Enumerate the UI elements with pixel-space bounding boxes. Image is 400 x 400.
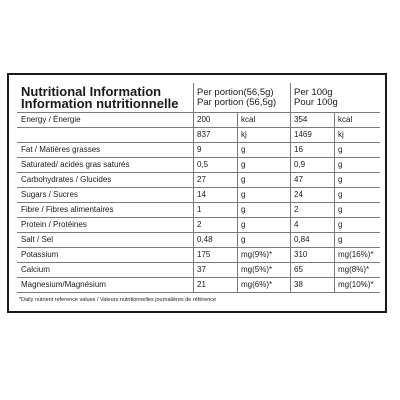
per-100g-unit: g xyxy=(335,203,380,218)
per-100g-value: 16 xyxy=(291,143,335,158)
nutrient-name: Protein / Protéines xyxy=(18,218,194,233)
nutrient-name: Saturated/ acides gras saturés xyxy=(18,158,194,173)
nutrient-row xyxy=(18,263,380,278)
nutrition-panel xyxy=(7,73,387,313)
per-100g-value: 2 xyxy=(291,203,335,218)
nutrient-name: Energy / Énergie xyxy=(18,113,194,128)
nutrient-row xyxy=(18,248,380,263)
portion-unit: g xyxy=(238,143,291,158)
footnote: *Daily nutrient reference values / Valeurs nutritionnelles journalières de référence xyxy=(19,297,217,303)
nutrient-row xyxy=(18,218,380,233)
nutrient-row xyxy=(18,173,380,188)
per-100g-value: 0,9 xyxy=(291,158,335,173)
per-100g-unit: g xyxy=(335,233,380,248)
portion-unit: g xyxy=(238,218,291,233)
portion-value: 0,48 xyxy=(194,233,238,248)
per-100g-value: 47 xyxy=(291,173,335,188)
portion-value: 0,5 xyxy=(194,158,238,173)
per-100g-unit: g xyxy=(335,158,380,173)
per-100g-value: 4 xyxy=(291,218,335,233)
per-100g-unit: kj xyxy=(335,128,380,143)
per-100g-header: Per 100g Pour 100g xyxy=(291,84,380,113)
portion-unit: g xyxy=(238,173,291,188)
per-100g-unit: mg(8%)* xyxy=(335,263,380,278)
per-100g-value: 354 xyxy=(291,113,335,128)
portion-value: 27 xyxy=(194,173,238,188)
nutrient-name: Fat / Matières grasses xyxy=(18,143,194,158)
table-title xyxy=(18,84,194,113)
portion-unit: mg(9%)* xyxy=(238,248,291,263)
nutrient-name: Carbohydrates / Glucides xyxy=(18,173,194,188)
portion-value: 200 xyxy=(194,113,238,128)
portion-value: 837 xyxy=(194,128,238,143)
nutrient-row xyxy=(18,113,380,128)
nutrient-row xyxy=(18,128,380,143)
portion-unit: kcal xyxy=(238,113,291,128)
portion-unit: g xyxy=(238,158,291,173)
nutrient-row xyxy=(18,233,380,248)
per-100g-value: 310 xyxy=(291,248,335,263)
title-french: Information nutritionnelle xyxy=(21,96,179,111)
per-100g-unit: g xyxy=(335,173,380,188)
portion-unit: mg(6%)* xyxy=(238,278,291,293)
nutrient-name: Calcium xyxy=(18,263,194,278)
per-100g-value: 1469 xyxy=(291,128,335,143)
portion-unit: g xyxy=(238,203,291,218)
portion-value: 1 xyxy=(194,203,238,218)
nutrient-name: Salt / Sel xyxy=(18,233,194,248)
table-header-row xyxy=(18,84,380,113)
nutrient-row xyxy=(18,278,380,293)
nutrient-row xyxy=(18,158,380,173)
portion-value: 9 xyxy=(194,143,238,158)
portion-value: 21 xyxy=(194,278,238,293)
per-100g-unit: mg(16%)* xyxy=(335,248,380,263)
title-english: Nutritional Information xyxy=(21,84,162,99)
portion-value: 37 xyxy=(194,263,238,278)
nutrient-name: Sugars / Sucres xyxy=(18,188,194,203)
portion-unit: kj xyxy=(238,128,291,143)
nutrition-table xyxy=(17,83,380,293)
portion-value: 175 xyxy=(194,248,238,263)
nutrient-name xyxy=(18,128,194,143)
nutrient-row xyxy=(18,143,380,158)
per-100g-unit: kcal xyxy=(335,113,380,128)
per-100g-value: 0,84 xyxy=(291,233,335,248)
per-100g-value: 65 xyxy=(291,263,335,278)
nutrient-name: Fibre / Fibres alimentaires xyxy=(18,203,194,218)
nutrient-name: Potassium xyxy=(18,248,194,263)
portion-unit: g xyxy=(238,233,291,248)
per-100g-unit: g xyxy=(335,143,380,158)
portion-unit: g xyxy=(238,188,291,203)
per-100g-value: 38 xyxy=(291,278,335,293)
per-100g-unit: g xyxy=(335,218,380,233)
per-100g-value: 24 xyxy=(291,188,335,203)
portion-value: 2 xyxy=(194,218,238,233)
nutrient-name: Magnesium/Magnésium xyxy=(18,278,194,293)
nutrient-row xyxy=(18,203,380,218)
per-100g-unit: g xyxy=(335,188,380,203)
per-100g-unit: mg(10%)* xyxy=(335,278,380,293)
portion-value: 14 xyxy=(194,188,238,203)
portion-unit: mg(5%)* xyxy=(238,263,291,278)
nutrient-row xyxy=(18,188,380,203)
per-portion-header: Per portion(56,5g) Par portion (56,5g) xyxy=(194,84,291,113)
